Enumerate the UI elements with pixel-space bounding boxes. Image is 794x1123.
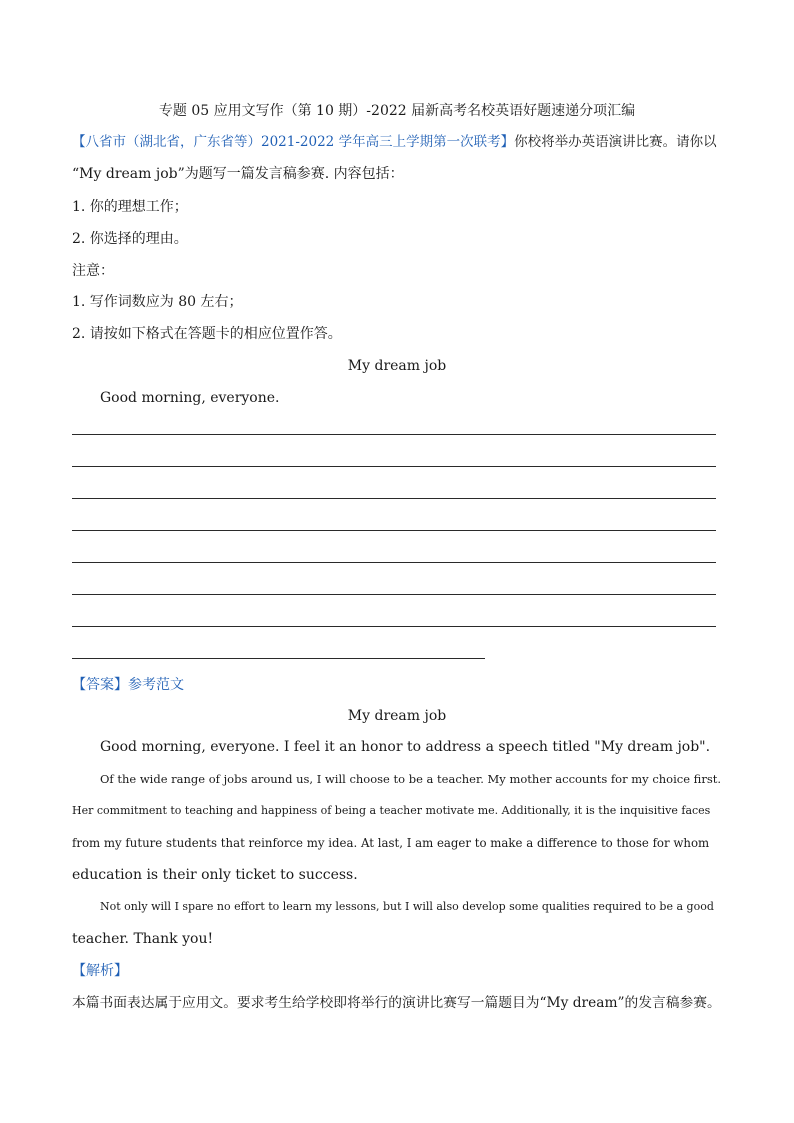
answer-rule-5 [72,562,716,563]
answer-essay-title: My dream job [347,708,447,724]
question-first-line [72,132,717,152]
answer-line-6: Not only will I spare no effort to learn my lessons, but I will also develop some qualities required to be a good [100,900,714,913]
answer-rule-7 [72,626,716,627]
answer-line-1: Good morning, everyone. I feel it an honor to address a speech titled "My dream job". [100,739,711,755]
answer-line-3: Her commitment to teaching and happiness of being a teacher motivate me. Additionally, it is the inquisitive faces [72,804,711,817]
answer-rule-4 [72,530,716,531]
answer-line-4: from my future students that reinforce my idea. At last, I am eager to make a difference to those for whom [72,836,710,850]
note-item-2: 2. 请按如下格式在答题卡的相应位置作答。 [72,326,342,342]
content-item-1: 1. 你的理想工作； [72,199,188,215]
page-title: 专题 05 应用文写作（第 10 期）-2022 届新高考名校英语好题速递分项汇编 [158,103,636,119]
answer-line-7: teacher. Thank you! [72,931,214,947]
question-prompt-line1: 你校将举办英语演讲比赛。请你以 [514,134,717,150]
notes-label: 注意： [72,263,114,279]
question-essay-title: My dream job [347,358,447,374]
question-prompt-line2: “My dream job”为题写一篇发言稿参赛. 内容包括： [72,166,404,182]
answer-rule-2 [72,466,716,467]
answer-rule-1 [72,434,716,435]
answer-line-5: education is their only ticket to success. [72,867,358,883]
answer-line-2: Of the wide range of jobs around us, I will choose to be a teacher. My mother accounts for my choice first. [100,772,722,786]
content-item-2: 2. 你选择的理由。 [72,231,188,247]
answer-label: 【答案】参考范文 [72,677,184,693]
answer-rule-8 [72,658,485,659]
question-opening: Good morning, everyone. [100,390,280,406]
answer-rule-3 [72,498,716,499]
analysis-label: 【解析】 [72,963,128,979]
note-item-1: 1. 写作词数应为 80 左右； [72,294,243,310]
analysis-text: 本篇书面表达属于应用文。要求考生给学校即将举行的演讲比赛写一篇题目为“My dream”的发言稿参赛。 [72,995,721,1011]
question-source: 【八省市（湖北省，广东省等）2021-2022 学年高三上学期第一次联考】 [72,134,515,150]
answer-rule-6 [72,594,716,595]
